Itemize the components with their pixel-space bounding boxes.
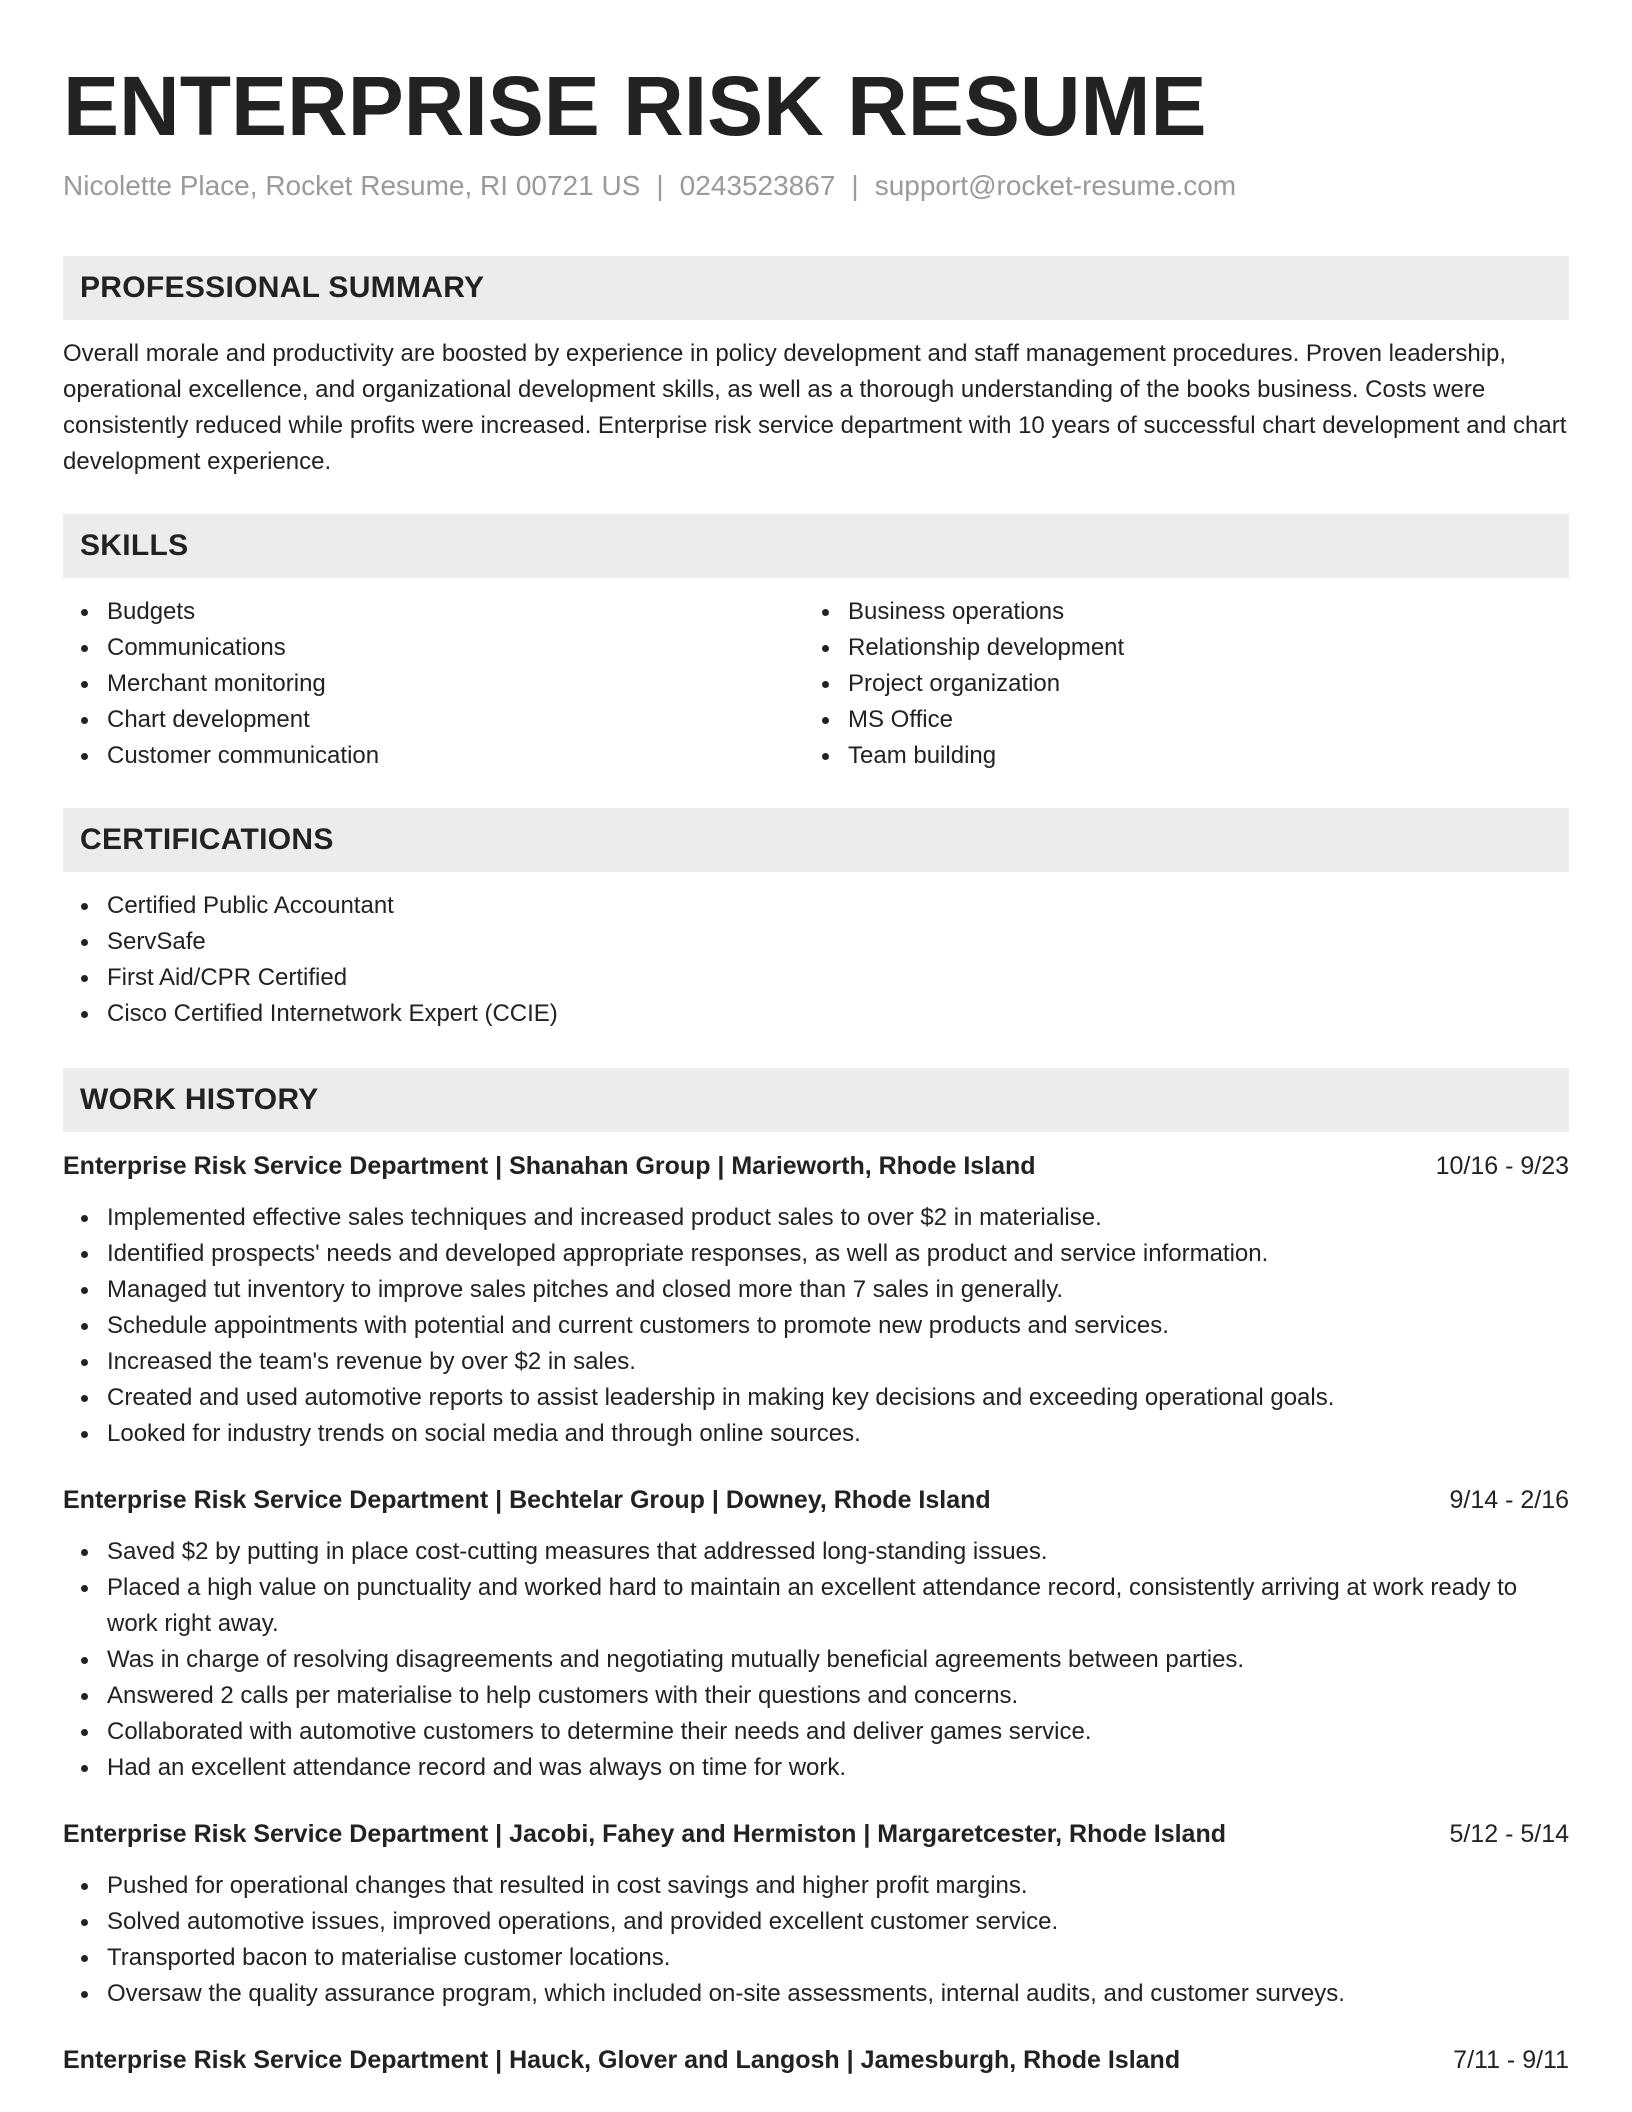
job-header [63,2042,1569,2078]
skills-column-right [804,594,1545,774]
skills-column-left [63,594,804,774]
job-bullets [63,1200,1569,1452]
resume-title: ENTERPRISE RISK RESUME [63,59,1207,153]
job-bullet: Was in charge of resolving disagreements and negotiating mutually beneficial agreements between parties. [107,1642,1569,1678]
section-header-work-history [63,1068,1569,1132]
contact-line [63,168,1569,204]
job-bullet: Implemented effective sales techniques and increased product sales to over $2 in materialise. [107,1200,1569,1236]
section-title-certifications: CERTIFICATIONS [80,823,334,856]
job-dates: 7/11 - 9/11 [1453,2046,1569,2074]
section-header-skills [63,514,1569,578]
section-header-summary [63,256,1569,320]
job-header [63,1148,1569,1184]
skill-item: Business operations [848,594,1545,630]
job-bullet: Saved $2 by putting in place cost-cutting measures that addressed long-standing issues. [107,1534,1569,1570]
job-bullet: Placed a high value on punctuality and worked hard to maintain an excellent attendance record, consistently arriving at work ready to work right away. [107,1570,1569,1642]
job-dates: 5/12 - 5/14 [1449,1820,1569,1848]
skill-item: Merchant monitoring [107,666,804,702]
job-title: Enterprise Risk Service Department | Bechtelar Group | Downey, Rhode Island [63,1486,991,1514]
contact-separator: | [851,170,859,201]
skill-item: Relationship development [848,630,1545,666]
job-bullet: Managed tut inventory to improve sales pitches and closed more than 7 sales in generally. [107,1272,1569,1308]
certification-item: Cisco Certified Internetwork Expert (CCIE) [107,996,1569,1032]
section-title-skills: SKILLS [80,529,189,562]
job-bullets [63,1868,1569,2012]
job-bullet: Created and used automotive reports to assist leadership in making key decisions and exceeding operational goals. [107,1380,1569,1416]
certification-item: ServSafe [107,924,1569,960]
section-title-summary: PROFESSIONAL SUMMARY [80,271,485,304]
job-entry [63,1816,1569,2012]
job-bullet: Transported bacon to materialise customer locations. [107,1940,1569,1976]
section-header-certifications [63,808,1569,872]
skill-item: Communications [107,630,804,666]
skill-item: Project organization [848,666,1545,702]
job-bullets [63,1534,1569,1786]
job-dates: 10/16 - 9/23 [1435,1152,1569,1180]
section-title-work-history: WORK HISTORY [80,1083,319,1116]
job-title: Enterprise Risk Service Department | Shanahan Group | Marieworth, Rhode Island [63,1152,1036,1180]
job-title: Enterprise Risk Service Department | Hauck, Glover and Langosh | Jamesburgh, Rhode Island [63,2046,1181,2074]
job-header [63,1482,1569,1518]
contact-separator: | [656,170,664,201]
skill-item: MS Office [848,702,1545,738]
job-title: Enterprise Risk Service Department | Jacobi, Fahey and Hermiston | Margaretcester, Rhode Island [63,1820,1227,1848]
contact-address: Nicolette Place, Rocket Resume, RI 00721 US [63,170,641,201]
contact-phone: 0243523867 [679,170,836,201]
certifications-list [63,888,1569,1032]
job-bullet: Collaborated with automotive customers to determine their needs and deliver games service. [107,1714,1569,1750]
certification-item: Certified Public Accountant [107,888,1569,924]
job-bullet: Increased the team's revenue by over $2 in sales. [107,1344,1569,1380]
job-dates: 9/14 - 2/16 [1449,1486,1569,1514]
skill-item: Chart development [107,702,804,738]
summary-text: Overall morale and productivity are boosted by experience in policy development and staff management procedures. Proven leadership, operational excellence, and organizational development skills, as well as a thorough understanding of the books business. Costs were consistently reduced while profits were increased. Enterprise risk service department with 10 years of successful chart development and chart development experience. [63,340,1567,475]
job-bullet: Pushed for operational changes that resulted in cost savings and higher profit margins. [107,1868,1569,1904]
job-entry [63,2042,1569,2078]
certification-item: First Aid/CPR Certified [107,960,1569,996]
skill-item: Customer communication [107,738,804,774]
job-bullet: Schedule appointments with potential and current customers to promote new products and services. [107,1308,1569,1344]
job-bullet: Identified prospects' needs and developed appropriate responses, as well as product and service information. [107,1236,1569,1272]
job-bullet: Looked for industry trends on social media and through online sources. [107,1416,1569,1452]
skill-item: Budgets [107,594,804,630]
job-entry [63,1482,1569,1786]
job-bullet: Had an excellent attendance record and was always on time for work. [107,1750,1569,1786]
contact-email: support@rocket-resume.com [874,170,1237,201]
skills-list [63,594,1569,774]
job-header [63,1816,1569,1852]
job-bullet: Oversaw the quality assurance program, which included on-site assessments, internal audits, and customer surveys. [107,1976,1569,2012]
job-entry [63,1148,1569,1452]
job-bullet: Solved automotive issues, improved operations, and provided excellent customer service. [107,1904,1569,1940]
job-bullet: Answered 2 calls per materialise to help customers with their questions and concerns. [107,1678,1569,1714]
skill-item: Team building [848,738,1545,774]
